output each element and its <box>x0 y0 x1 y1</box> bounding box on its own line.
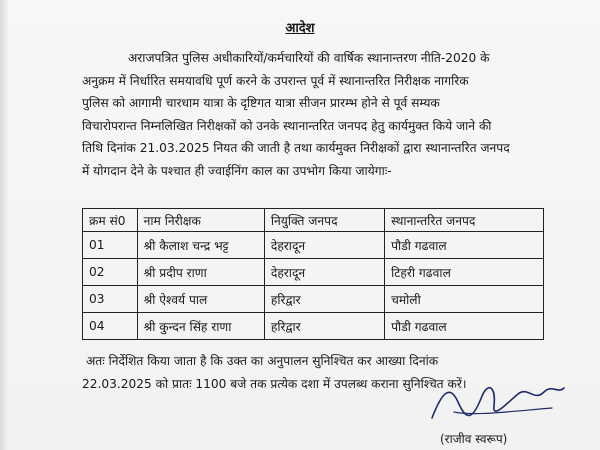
intro-paragraph <box>82 47 552 182</box>
cell-transfer-district: पौडी गढवाल <box>385 313 544 340</box>
cell-serial: 04 <box>83 313 138 340</box>
intro-line: पुलिस को आगामी चारधाम यात्रा के दृष्टिगत यात्रा सीजन प्रारम्भ होने से पूर्व सम्यक <box>82 96 440 110</box>
intro-line: अराजपत्रित पुलिस अधीकारियों/कर्मचारियों की वार्षिक स्थानान्तरण नीति-2020 के <box>128 51 490 65</box>
handwritten-signature <box>424 372 574 432</box>
closing-line: 22.03.2025 को प्रातः 1100 बजे तक प्रत्येक दशा में उपलब्ध कराना सुनिश्चित करें। <box>82 376 467 391</box>
intro-line: में योगदान देने के पश्चात ही ज्वाईनिंग काल का उपभोग किया जायेगाः- <box>82 163 392 178</box>
heading-text: आदेश <box>285 21 315 36</box>
page-edge-shadow <box>0 0 8 450</box>
cell-posting-district: देहरादून <box>264 232 384 259</box>
table-row <box>83 259 544 286</box>
header-inspector-name: नाम निरीक्षक <box>137 209 264 232</box>
table-row <box>83 286 544 313</box>
closing-line: अतः निर्देशित किया जाता है कि उक्त का अनुपालन सुनिश्चित कर आख्या दिनांक <box>86 354 439 368</box>
table-row <box>83 313 544 340</box>
intro-line: तिथि दिनांक 21.03.2025 नियत की जाती है तथा कार्यमुक्त निरीक्षकों द्वारा स्थानान्तरित जनपद <box>82 141 510 155</box>
cell-posting-district: हरिद्वार <box>264 286 384 313</box>
cell-posting-district: हरिद्वार <box>264 313 384 340</box>
signer-name: (राजीव स्वरूप) <box>440 432 508 446</box>
table-header-row <box>83 209 544 232</box>
cell-posting-district: देहरादून <box>264 259 384 286</box>
cell-inspector-name: श्री ऐश्वर्य पाल <box>137 286 264 313</box>
intro-line: अनुक्रम में निर्धारित समयावधि पूर्ण करने के उपरान्त पूर्व में स्थानान्तरित निरीक्षक नागरिक <box>82 73 469 88</box>
cell-serial: 02 <box>83 259 138 286</box>
cell-serial: 03 <box>83 286 138 313</box>
header-posting-district: नियुक्ति जनपद <box>264 209 384 232</box>
transfer-table <box>82 208 544 340</box>
cell-inspector-name: श्री प्रदीप राणा <box>137 259 264 286</box>
cell-inspector-name: श्री कैलाश चन्द्र भट्ट <box>137 232 264 259</box>
header-serial: क्रम सं0 <box>83 209 138 232</box>
cell-transfer-district: टिहरी गढवाल <box>385 259 544 286</box>
cell-inspector-name: श्री कुन्दन सिंह राणा <box>137 313 264 340</box>
cell-transfer-district: चमोली <box>385 286 544 313</box>
cell-serial: 01 <box>83 232 138 259</box>
header-transfer-district: स्थानान्तरित जनपद <box>385 209 544 232</box>
intro-line: विचारोपरान्त निम्नलिखित निरीक्षकों को उनके स्थानान्तरित जनपद हेतु कार्यमुक्त किये जाने की <box>82 118 492 133</box>
document-heading <box>0 18 600 36</box>
table-row <box>83 232 544 259</box>
cell-transfer-district: पौडी गढवाल <box>385 232 544 259</box>
